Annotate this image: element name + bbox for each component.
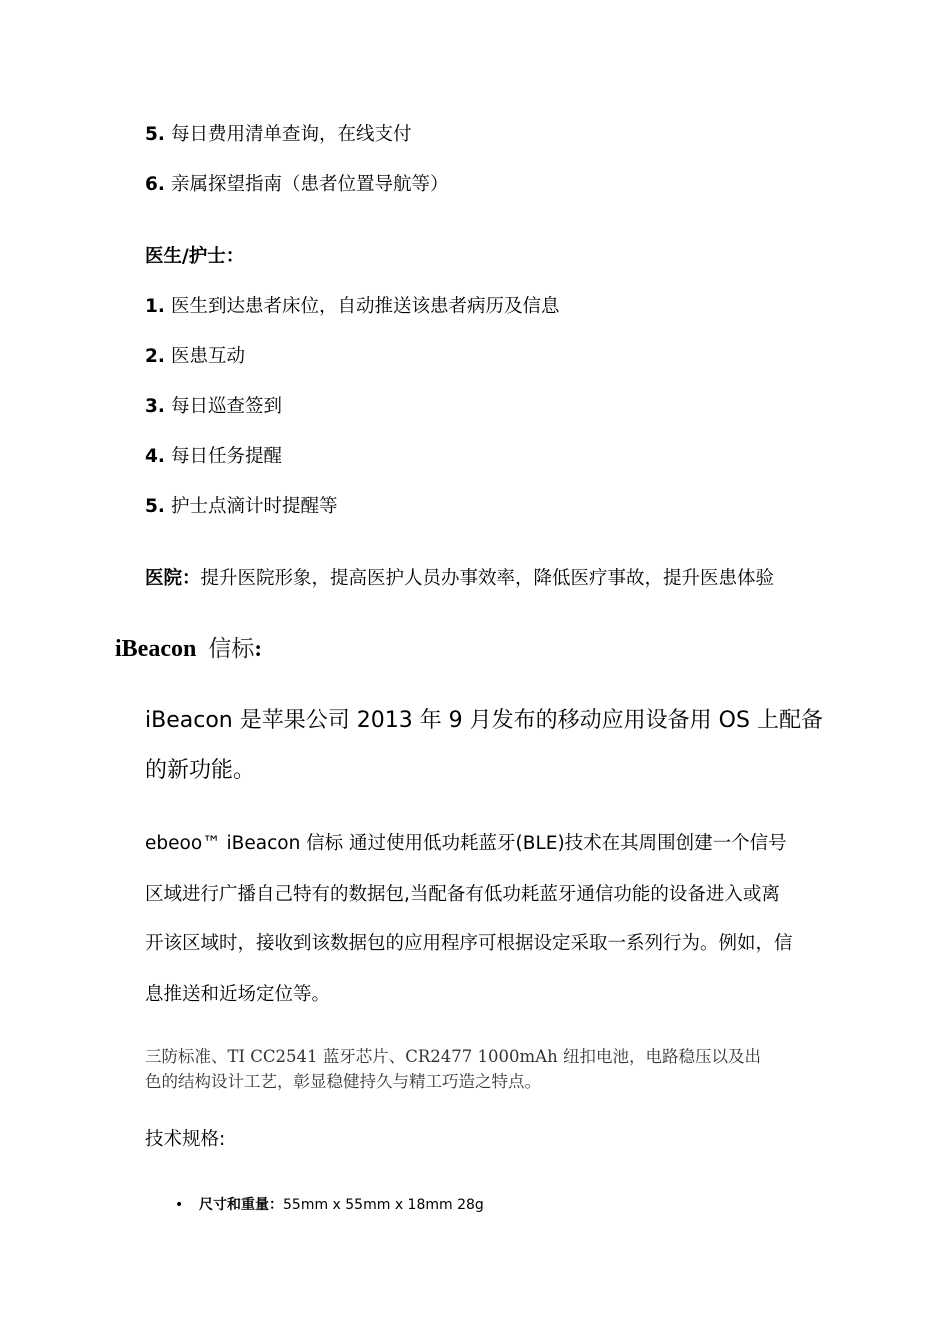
spec-label: 尺寸和重量：	[199, 1197, 283, 1213]
list-item	[145, 395, 282, 419]
spec-heading: 技术规格:	[145, 1129, 226, 1150]
list-number: 5.	[145, 496, 165, 517]
list-number: 3.	[145, 396, 165, 417]
description-line: 开该区域时，接收到该数据包的应用程序可根据设定采取一系列行为。例如，信	[145, 933, 793, 954]
description-line: 息推送和近场定位等。	[145, 984, 331, 1005]
list-number: 4.	[145, 446, 165, 467]
hospital-text: 提升医院形象，提高医护人员办事效率，降低医疗事故，提升医患体验	[200, 568, 775, 589]
description-line: 区域进行广播自己特有的数据包,当配备有低功耗蓝牙通信功能的设备进入或离	[145, 884, 780, 905]
list-text: 每日费用清单查询，在线支付	[171, 124, 412, 145]
list-item	[145, 123, 412, 147]
list-text: 护士点滴计时提醒等	[171, 496, 338, 517]
doctor-nurse-heading: 医生/护士：	[145, 246, 245, 267]
hospital-line	[145, 567, 774, 591]
feature-line: 三防标准、TI CC2541 蓝牙芯片、CR2477 1000mAh 纽扣电池，电路稳压以及出	[145, 1047, 761, 1066]
list-item	[145, 173, 449, 197]
hospital-label: 医院：	[145, 568, 201, 589]
list-item	[145, 495, 338, 519]
spec-value: 55mm x 55mm x 18mm 28g	[283, 1197, 484, 1213]
feature-line: 色的结构设计工艺，彰显稳健持久与精工巧造之特点。	[145, 1072, 541, 1091]
bullet-icon: •	[175, 1197, 184, 1213]
ibeacon-heading-zh: 信标	[208, 636, 255, 662]
spec-item	[175, 1195, 484, 1215]
list-number: 1.	[145, 296, 165, 317]
ibeacon-heading-en: iBeacon	[115, 636, 197, 662]
list-text: 每日巡查签到	[171, 396, 283, 417]
list-number: 6.	[145, 174, 165, 195]
intro-line: 的新功能。	[145, 758, 256, 783]
list-item	[145, 445, 282, 469]
list-text: 医生到达患者床位，自动推送该患者病历及信息	[171, 296, 560, 317]
list-number: 5.	[145, 124, 165, 145]
list-text: 医患互动	[171, 346, 246, 367]
intro-line: iBeacon 是苹果公司 2013 年 9 月发布的移动应用设备用 OS 上配备	[145, 708, 823, 733]
list-item	[145, 295, 560, 319]
ibeacon-heading	[115, 634, 262, 664]
list-text: 亲属探望指南（患者位置导航等）	[171, 174, 449, 195]
list-item	[145, 345, 245, 369]
description-line: ebeoo™ iBeacon 信标 通过使用低功耗蓝牙(BLE)技术在其周围创建一个信号	[145, 833, 787, 854]
list-number: 2.	[145, 346, 165, 367]
list-text: 每日任务提醒	[171, 446, 283, 467]
ibeacon-heading-colon: :	[254, 636, 262, 661]
